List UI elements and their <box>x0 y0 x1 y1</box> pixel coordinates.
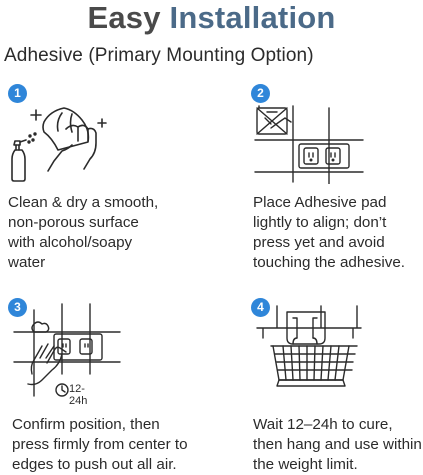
step-3-line: press firmly from center to <box>12 436 188 453</box>
hand-wiping-with-spray-bottle-icon <box>6 105 116 185</box>
step-4-line: Wait 12–24h to cure, <box>253 416 393 433</box>
step-1-line: with alcohol/soapy <box>8 234 133 251</box>
adhesive-pad-on-tiled-wall-icon <box>253 104 365 184</box>
title-word-easy: Easy <box>87 0 161 35</box>
step-1-line: Clean & dry a smooth, <box>8 194 159 211</box>
step-1-description <box>8 193 158 273</box>
section-subtitle: Adhesive (Primary Mounting Option) <box>4 45 314 66</box>
timer-label: 12-24h <box>69 383 88 407</box>
step-2-line: press yet and avoid <box>253 234 385 251</box>
step-4-description <box>253 415 422 475</box>
title-word-installation: Installation <box>169 0 336 35</box>
step-1-line: water <box>8 254 46 271</box>
step-2-line: touching the adhesive. <box>253 254 405 271</box>
step-4-line: then hang and use within <box>253 436 422 453</box>
step-4-line: the weight limit. <box>253 456 358 473</box>
step-2-description <box>253 193 405 273</box>
step-1-line: non-porous surface <box>8 214 139 231</box>
step-3-line: Confirm position, then <box>12 416 160 433</box>
step-1-badge: 1 <box>8 84 27 103</box>
step-2-line: Place Adhesive pad <box>253 194 387 211</box>
step-2-badge: 2 <box>251 84 270 103</box>
step-3-badge: 3 <box>8 298 27 317</box>
page-title <box>0 0 423 36</box>
step-3-description <box>12 415 188 475</box>
hand-pressing-pad-icon <box>10 302 122 402</box>
step-2-line: lightly to align; don’t <box>253 214 387 231</box>
step-3-line: edges to push out all air. <box>12 456 177 473</box>
step-4-badge: 4 <box>251 298 270 317</box>
basket-hanging-on-wall-icon <box>253 302 365 398</box>
